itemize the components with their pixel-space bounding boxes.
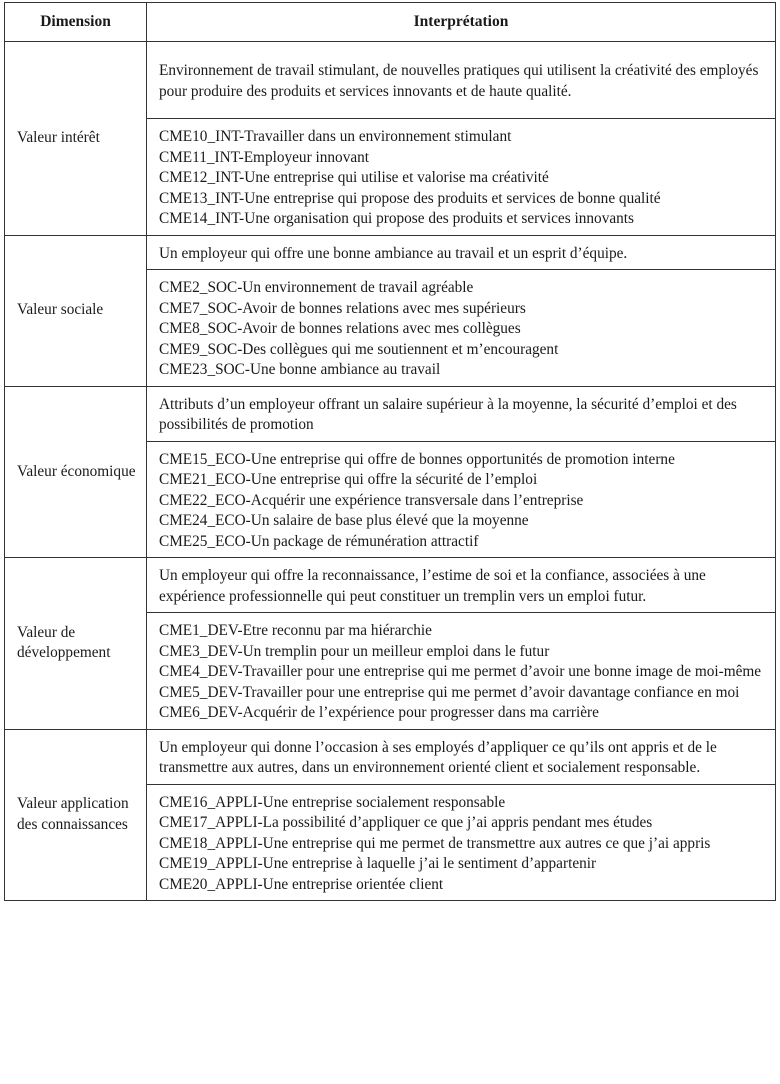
item-line: CME10_INT-Travailler dans un environnement stimulant <box>159 128 512 145</box>
header-interpretation: Interprétation <box>147 3 776 42</box>
interpretation-text: Attributs d’un employeur offrant un salaire supérieur à la moyenne, la sécurité d’emploi et des possibilités de promotion <box>159 395 737 433</box>
interpretation-text: Environnement de travail stimulant, de nouvelles pratiques qui utilisent la créativité des employés pour produire des produits et services innovants et de haute qualité. <box>159 62 759 100</box>
interpretation-cell <box>147 42 776 119</box>
item-line: CME11_INT-Employeur innovant <box>159 148 370 166</box>
item-line: CME5_DEV-Travailler pour une entreprise qui me permet d’avoir davantage confiance en moi <box>159 683 740 701</box>
items-cell <box>147 613 776 730</box>
header-dimension: Dimension <box>5 3 147 42</box>
item-line: CME8_SOC-Avoir de bonnes relations avec mes collègues <box>159 320 521 337</box>
interpretation-cell <box>147 235 776 270</box>
dimension-cell: Valeur application des connaissances <box>5 729 147 901</box>
dimension-cell: Valeur de développement <box>5 558 147 730</box>
header-row <box>5 3 776 42</box>
item-line: CME18_APPLI-Une entreprise qui me permet de transmettre aux autres ce que j’ai appris <box>159 834 711 852</box>
items-cell <box>147 270 776 387</box>
interpretation-cell <box>147 558 776 613</box>
item-line: CME1_DEV-Etre reconnu par ma hiérarchie <box>159 622 432 639</box>
interpretation-text: Un employeur qui donne l’occasion à ses employés d’appliquer ce qu’ils ont appris et de le transmettre aux autres, dans un environnement orienté client et socialement responsable. <box>159 738 717 776</box>
dimension-cell: Valeur économique <box>5 386 147 558</box>
interpretation-cell <box>147 729 776 784</box>
item-line: CME20_APPLI-Une entreprise orientée client <box>159 875 444 893</box>
item-line: CME23_SOC-Une bonne ambiance au travail <box>159 361 441 378</box>
item-line: CME14_INT-Une organisation qui propose des produits et services innovants <box>159 210 634 227</box>
interpretation-text: Un employeur qui offre une bonne ambiance au travail et un esprit d’équipe. <box>159 244 628 262</box>
table-row-economique-definition <box>5 386 776 441</box>
item-line: CME3_DEV-Un tremplin pour un meilleur emploi dans le futur <box>159 642 550 660</box>
item-line: CME2_SOC-Un environnement de travail agréable <box>159 279 474 296</box>
dimension-table <box>4 2 776 901</box>
item-line: CME24_ECO-Un salaire de base plus élevé que la moyenne <box>159 512 529 529</box>
item-line: CME13_INT-Une entreprise qui propose des produits et services de bonne qualité <box>159 189 661 207</box>
item-line: CME15_ECO-Une entreprise qui offre de bonnes opportunités de promotion interne <box>159 450 675 468</box>
table-row-application-definition <box>5 729 776 784</box>
table-header <box>5 3 776 42</box>
table-row-developpement-definition <box>5 558 776 613</box>
item-line: CME6_DEV-Acquérir de l’expérience pour progresser dans ma carrière <box>159 704 599 721</box>
item-line: CME17_APPLI-La possibilité d’appliquer ce que j’ai appris pendant mes études <box>159 814 653 831</box>
items-cell <box>147 441 776 558</box>
table-row-interet-definition <box>5 42 776 119</box>
item-line: CME25_ECO-Un package de rémunération attractif <box>159 532 479 550</box>
item-line: CME4_DEV-Travailler pour une entreprise qui me permet d’avoir une bonne image de moi-même <box>159 663 762 680</box>
item-line: CME9_SOC-Des collègues qui me soutiennent et m’encouragent <box>159 340 559 358</box>
item-line: CME12_INT-Une entreprise qui utilise et valorise ma créativité <box>159 169 549 186</box>
interpretation-text: Un employeur qui offre la reconnaissance, l’estime de soi et la confiance, associées à une expérience professionnelle qui peut constituer un tremplin vers un emploi futur. <box>159 567 706 605</box>
item-line: CME16_APPLI-Une entreprise socialement responsable <box>159 793 506 811</box>
item-line: CME22_ECO-Acquérir une expérience transversale dans l’entreprise <box>159 491 584 509</box>
interpretation-cell <box>147 386 776 441</box>
item-line: CME21_ECO-Une entreprise qui offre la sécurité de l’emploi <box>159 471 538 488</box>
items-cell <box>147 784 776 901</box>
items-cell <box>147 119 776 236</box>
table-row-sociale-definition <box>5 235 776 270</box>
item-line: CME19_APPLI-Une entreprise à laquelle j’ai le sentiment d’appartenir <box>159 855 597 872</box>
dimension-cell: Valeur intérêt <box>5 42 147 236</box>
item-line: CME7_SOC-Avoir de bonnes relations avec mes supérieurs <box>159 299 526 317</box>
dimension-cell: Valeur sociale <box>5 235 147 386</box>
